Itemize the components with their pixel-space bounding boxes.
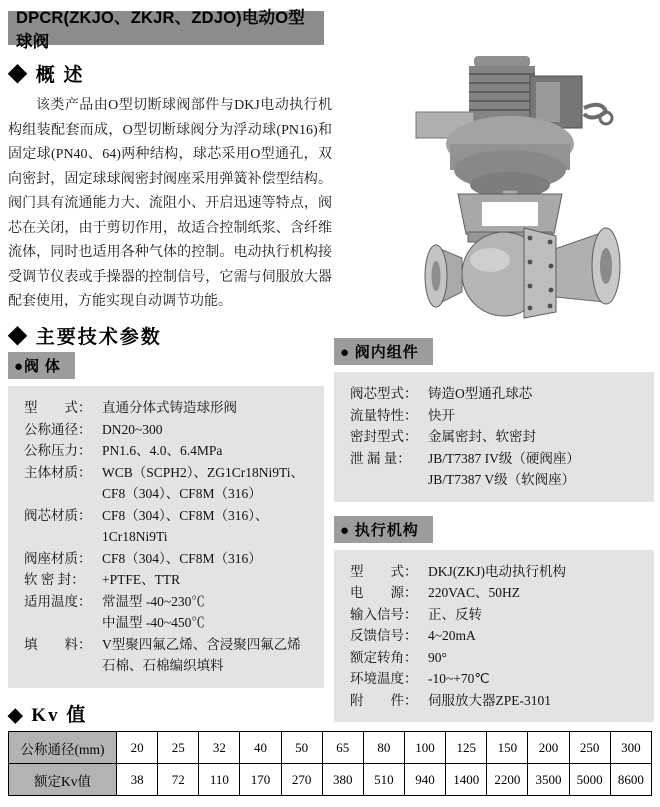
- kv-value-cell: 940: [404, 764, 445, 796]
- spec-row: [350, 690, 644, 712]
- spec-row: [24, 462, 314, 505]
- kv-size-cell: 50: [281, 732, 322, 764]
- spec-row: [350, 604, 644, 626]
- kv-value-cell: 1400: [446, 764, 487, 796]
- kv-table: [8, 731, 652, 796]
- kv-value-cell: 110: [199, 764, 240, 796]
- spec-label: 输入信号：: [350, 606, 418, 622]
- kv-size-cell: 300: [610, 732, 651, 764]
- actuator-section: [334, 516, 654, 723]
- spec-row: [24, 419, 314, 441]
- kv-value-cell: 72: [158, 764, 199, 796]
- kv-value-cell: 170: [240, 764, 281, 796]
- spec-row: [350, 668, 644, 690]
- spec-row: [24, 505, 314, 548]
- kv-size-cell: 80: [363, 732, 404, 764]
- spec-label: 电 源：: [350, 585, 418, 600]
- kv-value-header: 额定Kv值: [9, 764, 117, 796]
- spec-row: [24, 548, 314, 570]
- spec-value: 正、反转: [428, 606, 482, 622]
- internals-section: [334, 338, 654, 502]
- spec-row: [24, 440, 314, 462]
- spec-value: 常温型 -40~230℃ 中温型 -40~450℃: [102, 593, 205, 630]
- overview-heading: ◆ 概 述: [8, 65, 85, 86]
- page-title: DPCR(ZKJO、ZKJR、ZDJO)电动O型球阀: [8, 11, 324, 45]
- spec-row: [350, 561, 644, 583]
- kv-size-cell: 25: [158, 732, 199, 764]
- spec-label: 主体材质：: [24, 464, 92, 480]
- overview-paragraph: 该类产品由O型切断球阀部件与DKJ电动执行机构组装配套而成，O型切断球阀分为浮动球(PN16)和固定球(PN40、64)两种结构，球芯采用O型通孔，双向密封，固定球球阀密封阀座采用弹簧补偿型结构。阀门具有流通能力大、流阻小、开启迅速等特点，阀芯在关闭，由于剪切作用，故适合控制纸浆、含纤维流体，同时也适用各种气体的控制。电动执行机构接受调节仪表或手操器的控制信号，它需与伺服放大器配套使用，方能实现自动调节功能。: [8, 98, 332, 309]
- spec-value: JB/T7387 IV级（硬阀座） JB/T7387 V级（软阀座）: [428, 450, 580, 487]
- spec-label: 阀座材质：: [24, 550, 92, 566]
- spec-row: [24, 591, 314, 634]
- spec-value: +PTFE、TTR: [102, 572, 181, 587]
- kv-size-cell: 125: [446, 732, 487, 764]
- spec-label: 泄 漏 量：: [350, 450, 411, 466]
- kv-value-cell: 380: [322, 764, 363, 796]
- spec-value: DN20~300: [102, 421, 163, 437]
- valve-body-section: [8, 352, 324, 688]
- spec-value: CF8（304）、CF8M（316）、1Cr18Ni9Ti: [102, 507, 269, 544]
- spec-value: V型聚四氟乙烯、含浸聚四氟乙烯石棉、石棉编织填料: [102, 636, 301, 673]
- spec-value: 金属密封、软密封: [428, 429, 536, 444]
- spec-label: 附 件：: [350, 692, 418, 708]
- spec-label: 阀芯型式：: [350, 386, 418, 401]
- spec-value: DKJ(ZKJ)电动执行机构: [428, 563, 566, 579]
- spec-value: -10~+70℃: [428, 671, 490, 686]
- spec-label: 填 料：: [24, 636, 92, 652]
- spec-label: 软 密 封：: [24, 572, 85, 587]
- spec-label: 密封型式：: [350, 429, 418, 444]
- spec-value: 90°: [428, 649, 447, 665]
- spec-value: 220VAC、50HZ: [428, 585, 521, 600]
- kv-value-cell: 3500: [528, 764, 569, 796]
- right-column: [334, 338, 654, 722]
- actuator-label: ● 执行机构: [334, 516, 433, 543]
- spec-label: 公称通径：: [24, 421, 92, 437]
- tech-params-heading: ◆ 主要技术参数: [8, 327, 162, 348]
- kv-value-cell: 270: [281, 764, 322, 796]
- kv-size-cell: 200: [528, 732, 569, 764]
- actuator-box: [334, 550, 654, 723]
- spec-row: [350, 426, 644, 448]
- spec-value: PN1.6、4.0、6.4MPa: [102, 443, 223, 458]
- spec-label: 额定转角：: [350, 649, 418, 665]
- kv-size-cell: 20: [117, 732, 158, 764]
- spec-row: [350, 383, 644, 405]
- spec-row: [350, 448, 644, 491]
- kv-value-cell: 5000: [569, 764, 610, 796]
- spec-row: [24, 397, 314, 419]
- kv-size-cell: 150: [487, 732, 528, 764]
- spec-label: 型 式：: [24, 400, 92, 415]
- spec-value: WCB（SCPH2）、ZG1Cr18Ni9Ti、CF8（304）、CF8M（316）: [102, 464, 305, 501]
- spec-label: 阀芯材质：: [24, 507, 92, 523]
- kv-value-cell: 510: [363, 764, 404, 796]
- valve-illustration: [408, 52, 652, 320]
- kv-value-cell: 8600: [610, 764, 651, 796]
- valve-body-label: ●阀 体: [8, 352, 75, 379]
- spec-value: 快开: [428, 407, 455, 423]
- kv-heading: ◆ Kv 值: [8, 705, 88, 726]
- spec-value: 直通分体式铸造球形阀: [102, 400, 237, 415]
- spec-row: [350, 405, 644, 427]
- internals-label: ● 阀内组件: [334, 338, 433, 365]
- spec-row: [24, 634, 314, 677]
- kv-value-cell: 38: [117, 764, 158, 796]
- spec-label: 公称压力：: [24, 443, 92, 458]
- spec-label: 型 式：: [350, 563, 418, 579]
- spec-label: 流量特性：: [350, 407, 418, 423]
- kv-size-header: 公称通径(mm): [9, 732, 117, 764]
- spec-label: 适用温度：: [24, 593, 92, 609]
- valve-photo: [408, 52, 652, 320]
- spec-value: 伺服放大器ZPE-3101: [428, 692, 551, 708]
- spec-value: 4~20mA: [428, 628, 476, 643]
- internals-box: [334, 372, 654, 502]
- spec-row: [350, 582, 644, 604]
- kv-value-row: [9, 764, 652, 796]
- kv-value-cell: 2200: [487, 764, 528, 796]
- kv-size-row: [9, 732, 652, 764]
- spec-row: [350, 647, 644, 669]
- spec-row: [24, 569, 314, 591]
- kv-size-cell: 65: [322, 732, 363, 764]
- kv-size-cell: 100: [404, 732, 445, 764]
- valve-body-box: [8, 386, 324, 688]
- kv-size-cell: 250: [569, 732, 610, 764]
- kv-size-cell: 32: [199, 732, 240, 764]
- spec-row: [350, 625, 644, 647]
- kv-size-cell: 40: [240, 732, 281, 764]
- spec-label: 反馈信号：: [350, 628, 418, 643]
- spec-value: 铸造O型通孔球芯: [428, 386, 533, 401]
- spec-label: 环境温度：: [350, 671, 418, 686]
- spec-value: CF8（304）、CF8M（316）: [102, 550, 262, 566]
